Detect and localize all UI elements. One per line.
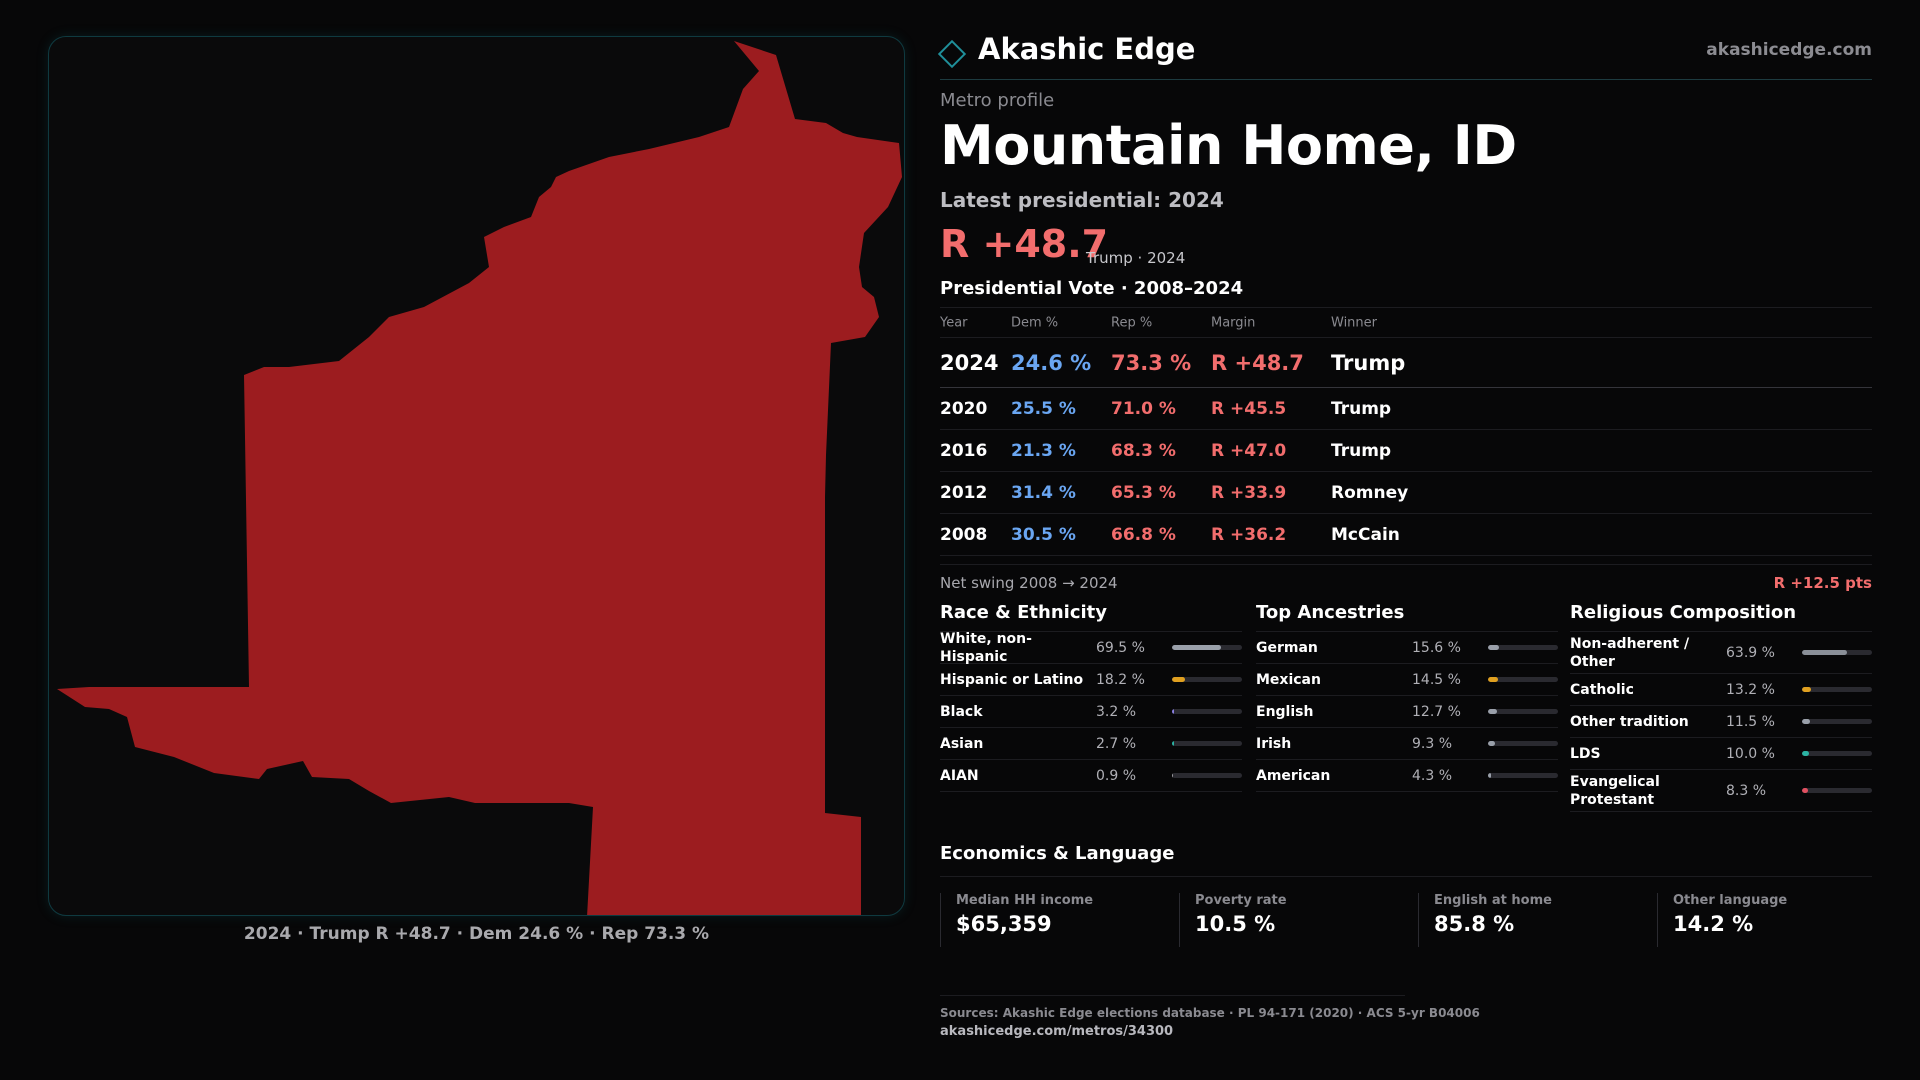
cell-winner: Trump — [1331, 440, 1392, 461]
latest-presidential-label: Latest presidential: 2024 — [940, 188, 1224, 212]
econ-label: Median HH income — [956, 893, 1094, 908]
cell-rep: 68.3 % — [1111, 440, 1176, 461]
stat-label: German — [1256, 639, 1318, 656]
cell-dem: 21.3 % — [1011, 440, 1076, 461]
stat-bar-fill — [1172, 677, 1185, 682]
cell-rep: 66.8 % — [1111, 524, 1176, 545]
stat-label: White, non-Hispanic — [940, 630, 1032, 665]
stat-label: American — [1256, 767, 1331, 784]
cell-margin: R +45.5 — [1211, 398, 1287, 419]
header-year: Year — [940, 315, 968, 330]
cell-margin: R +47.0 — [1211, 440, 1287, 461]
brand-logo-icon — [938, 40, 966, 68]
table-row — [940, 472, 1872, 514]
stat-row — [1570, 706, 1872, 738]
stat-bar — [1488, 773, 1558, 778]
cell-year: 2016 — [940, 440, 988, 461]
stat-bar — [1488, 709, 1558, 714]
stat-label: AIAN — [940, 767, 979, 784]
stat-value: 12.7 % — [1412, 703, 1461, 720]
stat-row — [1570, 738, 1872, 770]
stat-value: 4.3 % — [1412, 767, 1453, 784]
stat-row — [940, 696, 1242, 728]
top-ancestries-block — [1256, 600, 1558, 792]
cell-dem: 24.6 % — [1011, 350, 1092, 375]
stat-row — [1256, 696, 1558, 728]
stat-bar-fill — [1802, 788, 1808, 793]
stat-label: Black — [940, 703, 983, 720]
stat-bar-fill — [1802, 650, 1847, 655]
race-ethnicity-title: Race & Ethnicity — [940, 600, 1242, 632]
stat-row — [1570, 770, 1872, 812]
headline-margin: R +48.7 — [940, 222, 1109, 266]
stat-label: Irish — [1256, 735, 1292, 752]
sources-text: Sources: Akashic Edge elections database · PL 94-171 (2020) · ACS 5-yr B04006 — [940, 1006, 1480, 1020]
table-row — [940, 388, 1872, 430]
stat-value: 11.5 % — [1726, 713, 1775, 730]
brand-header — [940, 30, 1872, 80]
stat-bar — [1488, 645, 1558, 650]
cell-winner: McCain — [1331, 524, 1400, 545]
stat-bar — [1172, 677, 1242, 682]
stat-value: 15.6 % — [1412, 639, 1461, 656]
econ-value: 85.8 % — [1434, 912, 1515, 936]
stat-value: 14.5 % — [1412, 671, 1461, 688]
stat-bar-fill — [1488, 709, 1497, 714]
stat-value: 69.5 % — [1096, 639, 1145, 656]
metro-profile-panel — [940, 0, 1872, 1080]
stat-bar — [1802, 751, 1872, 756]
stat-label: Mexican — [1256, 671, 1321, 688]
top-ancestries-title: Top Ancestries — [1256, 600, 1558, 632]
stat-bar — [1172, 741, 1242, 746]
stat-bar-fill — [1488, 773, 1491, 778]
stat-row — [940, 728, 1242, 760]
econ-label: Other language — [1673, 893, 1788, 908]
header-margin: Margin — [1211, 315, 1256, 330]
stat-bar-fill — [1488, 677, 1498, 682]
stat-row — [940, 664, 1242, 696]
table-row — [940, 430, 1872, 472]
cell-year: 2020 — [940, 398, 988, 419]
stat-value: 63.9 % — [1726, 644, 1775, 661]
stat-label: Non-adherent / Other — [1570, 635, 1690, 670]
stat-row — [940, 760, 1242, 792]
stat-bar — [1802, 719, 1872, 724]
stat-bar-fill — [1802, 719, 1810, 724]
stat-bar — [1802, 650, 1872, 655]
county-map — [49, 37, 905, 916]
economics-title: Economics & Language — [940, 843, 1175, 864]
stat-value: 3.2 % — [1096, 703, 1137, 720]
map-caption: 2024 · Trump R +48.7 · Dem 24.6 % · Rep 73.3 % — [243, 924, 710, 944]
presidential-vote-table — [940, 307, 1872, 556]
cell-dem: 30.5 % — [1011, 524, 1076, 545]
econ-card-english — [1418, 893, 1648, 947]
cell-year: 2012 — [940, 482, 988, 503]
cell-margin: R +36.2 — [1211, 524, 1287, 545]
stat-value: 18.2 % — [1096, 671, 1145, 688]
religious-composition-title: Religious Composition — [1570, 600, 1872, 632]
econ-card-income — [940, 893, 1170, 947]
stat-label: Hispanic or Latino — [940, 671, 1084, 688]
net-swing-row — [940, 564, 1872, 594]
cell-winner: Romney — [1331, 482, 1409, 503]
net-swing-label: Net swing 2008 → 2024 — [940, 574, 1118, 592]
stat-row — [1256, 728, 1558, 760]
stat-label: Evangelical Protestant — [1570, 773, 1660, 808]
page-kicker: Metro profile — [940, 90, 1055, 111]
stat-bar-fill — [1802, 751, 1809, 756]
cell-rep: 71.0 % — [1111, 398, 1176, 419]
table-row — [940, 338, 1872, 388]
stat-value: 8.3 % — [1726, 782, 1767, 799]
metro-url-link[interactable]: akashicedge.com/metros/34300 — [940, 1024, 1174, 1039]
econ-label: Poverty rate — [1195, 893, 1287, 908]
stat-bar — [1172, 645, 1242, 650]
econ-value: 14.2 % — [1673, 912, 1754, 936]
stat-bar — [1488, 677, 1558, 682]
cell-margin: R +33.9 — [1211, 482, 1287, 503]
vote-table-title: Presidential Vote · 2008–2024 — [940, 278, 1244, 299]
stat-value: 2.7 % — [1096, 735, 1137, 752]
cell-winner: Trump — [1331, 398, 1392, 419]
stat-bar-fill — [1172, 709, 1174, 714]
net-swing-value: R +12.5 pts — [1773, 574, 1872, 592]
brand-name: Akashic Edge — [978, 32, 1196, 66]
stat-label: Other tradition — [1570, 713, 1689, 730]
stat-bar-fill — [1172, 741, 1174, 746]
stat-bar — [1172, 709, 1242, 714]
stat-value: 13.2 % — [1726, 681, 1775, 698]
stat-bar — [1802, 687, 1872, 692]
header-rep: Rep % — [1111, 315, 1153, 330]
stat-row — [1256, 632, 1558, 664]
economics-cards — [940, 876, 1872, 948]
header-dem: Dem % — [1011, 315, 1059, 330]
stat-bar-fill — [1172, 645, 1221, 650]
stat-label: Asian — [940, 735, 984, 752]
stat-value: 9.3 % — [1412, 735, 1453, 752]
stat-bar — [1488, 741, 1558, 746]
headline-winner-year: Trump · 2024 — [1086, 249, 1186, 267]
cell-dem: 31.4 % — [1011, 482, 1076, 503]
cell-margin: R +48.7 — [1211, 350, 1304, 375]
stat-value: 0.9 % — [1096, 767, 1137, 784]
header-winner: Winner — [1331, 315, 1378, 330]
stat-label: LDS — [1570, 745, 1601, 762]
econ-label: English at home — [1434, 893, 1552, 908]
brand-url-link[interactable]: akashicedge.com — [1706, 40, 1872, 60]
stat-value: 10.0 % — [1726, 745, 1775, 762]
stat-label: English — [1256, 703, 1314, 720]
econ-value: $65,359 — [956, 912, 1052, 936]
stat-bar-fill — [1802, 687, 1811, 692]
cell-dem: 25.5 % — [1011, 398, 1076, 419]
race-ethnicity-block — [940, 600, 1242, 792]
religious-composition-block — [1570, 600, 1872, 812]
table-row — [940, 514, 1872, 556]
stat-row — [1256, 664, 1558, 696]
county-shape[interactable] — [57, 41, 902, 916]
stat-bar-fill — [1172, 773, 1173, 778]
cell-year: 2024 — [940, 350, 999, 375]
stat-label: Catholic — [1570, 681, 1634, 698]
econ-card-poverty — [1179, 893, 1409, 947]
econ-value: 10.5 % — [1195, 912, 1276, 936]
cell-rep: 73.3 % — [1111, 350, 1192, 375]
stat-row — [1570, 674, 1872, 706]
cell-year: 2008 — [940, 524, 988, 545]
stat-bar — [1172, 773, 1242, 778]
stat-bar — [1802, 788, 1872, 793]
stat-row — [1256, 760, 1558, 792]
table-header — [940, 308, 1872, 338]
page-title: Mountain Home, ID — [940, 114, 1517, 177]
cell-winner: Trump — [1331, 350, 1406, 375]
stat-bar-fill — [1488, 645, 1499, 650]
footer — [940, 995, 1480, 1039]
stat-row — [940, 632, 1242, 664]
econ-card-other-language — [1657, 893, 1887, 947]
stat-row — [1570, 632, 1872, 674]
county-map-panel — [48, 36, 905, 916]
cell-rep: 65.3 % — [1111, 482, 1176, 503]
stat-bar-fill — [1488, 741, 1495, 746]
